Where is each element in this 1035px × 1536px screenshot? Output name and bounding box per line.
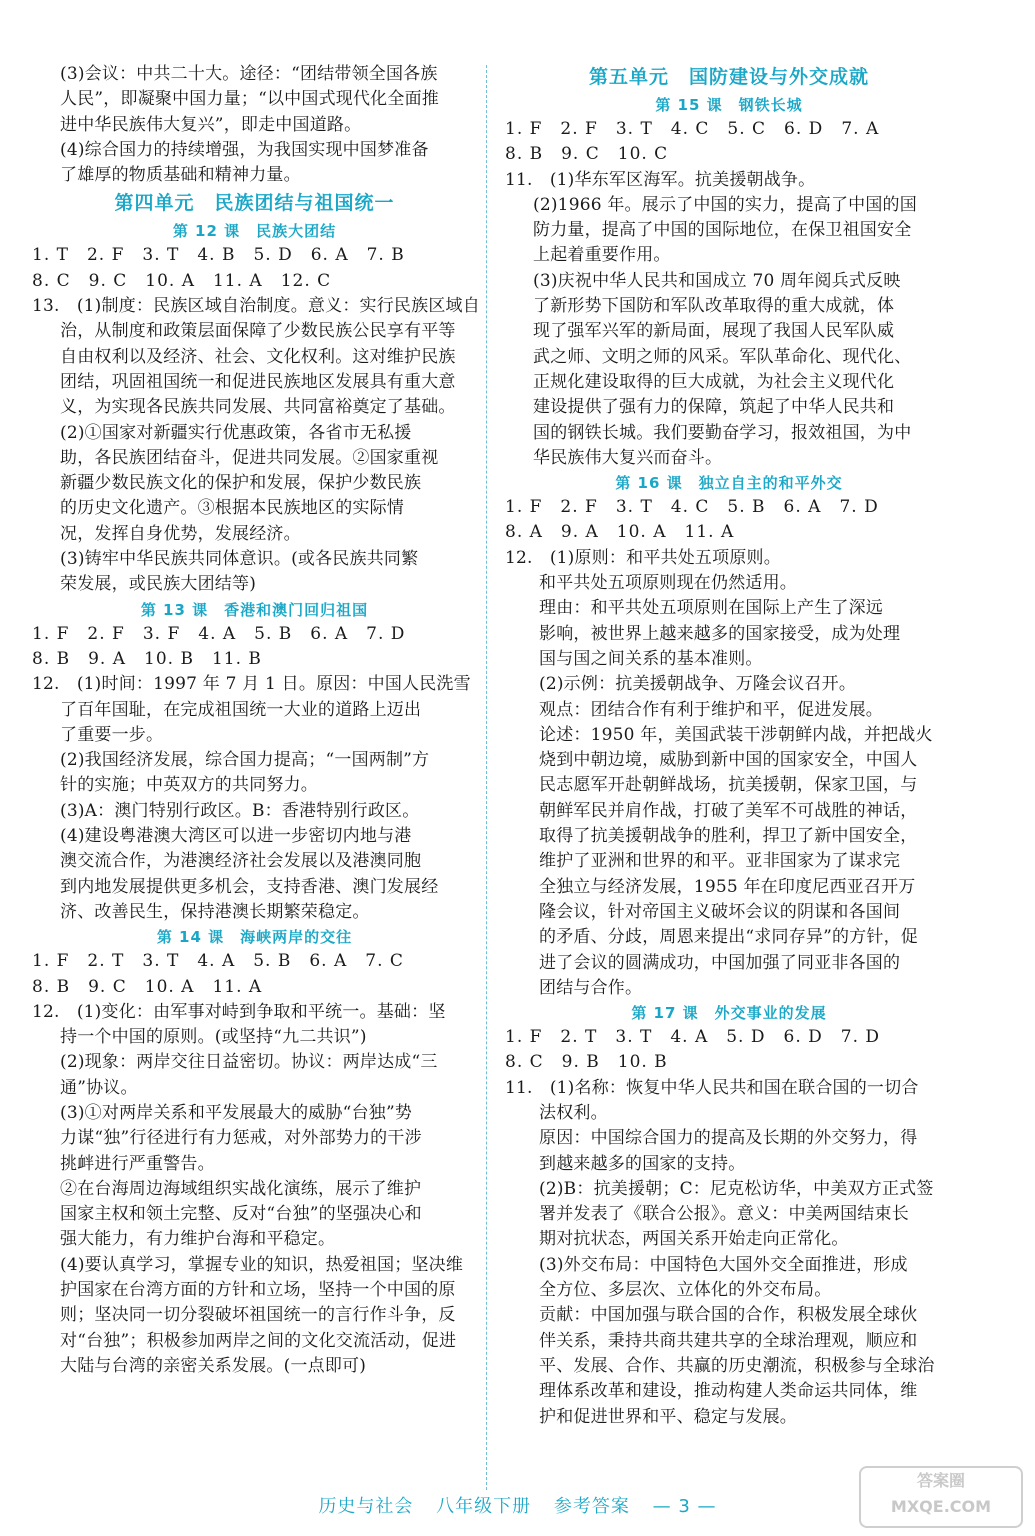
answer-line: 新疆少数民族文化的保护和发展，保护少数民族: [60, 473, 422, 494]
answer-line: 理体系改革和建设，推动构建人类命运共同体，维: [539, 1381, 918, 1402]
answer-line: 武之师、文明之师的风采。军队革命化、现代化、: [533, 346, 912, 367]
answer-line: 了新形势下国防和军队改革取得的重大成就，体: [533, 296, 895, 317]
answer-line: (2)1966 年。展示了中国的实力，提高了中国的国: [533, 194, 917, 215]
answer-line: 治，从制度和政策层面保障了少数民族公民享有平等: [60, 321, 456, 342]
answer-line: 1. F 2. T 3. T 4. A 5. D 6. D 7. D: [505, 1027, 881, 1048]
answer-line: 上起着重要作用。: [533, 245, 671, 266]
answer-line: 护和促进世界和平、稳定与发展。: [539, 1406, 797, 1427]
answer-line: 理由：和平共处五项原则在国际上产生了深远: [539, 598, 883, 619]
answer-line: 维护了亚洲和世界的和平。亚非国家为了谋求完: [539, 851, 901, 872]
answer-line: 取得了抗美援朝战争的胜利，捍卫了新中国安全，: [539, 826, 918, 847]
answer-line: 的历史文化遗产。③根据本民族地区的实际情: [60, 498, 404, 519]
answer-line: (4)建设粤港澳大湾区可以进一步密切内地与港: [60, 826, 412, 847]
answer-line: 期对抗状态，两国关系开始走向正常化。: [539, 1229, 849, 1250]
answer-line: 正规化建设取得的巨大成就，为社会主义现代化: [533, 371, 895, 392]
answer-line: (3)铸牢中华民族共同体意识。(或各民族共同繁: [60, 549, 419, 570]
answer-line: 荣发展，或民族大团结等): [60, 574, 257, 595]
answer-line: 11. (1)华东军区海军。抗美援朝战争。: [505, 169, 816, 190]
answer-line: 1. T 2. F 3. T 4. B 5. D 6. A 7. B: [32, 245, 405, 266]
answer-line: 12. (1)原则：和平共处五项原则。: [505, 547, 781, 568]
answer-line: 13. (1)制度：民族区域自治制度。意义：实行民族区域自: [32, 296, 480, 317]
answer-line: (3)庆祝中华人民共和国成立 70 周年阅兵式反映: [533, 270, 901, 291]
answer-line: 署并发表了《联合公报》。意义：中美两国结束长: [539, 1204, 909, 1225]
footer-subject: 历史与社会: [318, 1496, 414, 1517]
answer-line: 强大能力，有力维护台海和平稳定。: [60, 1229, 336, 1250]
answer-line: 8. C 9. B 10. B: [505, 1052, 668, 1073]
answer-line: (4)要认真学习，掌握专业的知识，热爱祖国；坚决维: [60, 1254, 464, 1275]
answer-line: 伴关系，秉持共商共建共享的全球治理观，顺应和: [539, 1330, 918, 1351]
answer-line: 国家主权和领土完整、反对“台独”的坚强决心和: [60, 1204, 422, 1225]
answer-line: 通”协议。: [60, 1077, 138, 1098]
answer-line: (2)示例：抗美援朝战争、万隆会议召开。: [539, 674, 857, 695]
answer-line: 况，发挥自身优势，发展经济。: [60, 523, 301, 544]
answer-line: 1. F 2. F 3. T 4. C 5. C 6. D 7. A: [505, 119, 880, 139]
answer-line: 华民族伟大复兴而奋斗。: [533, 447, 723, 468]
answer-line: 进了会议的圆满成功，中国加强了同亚非各国的: [539, 952, 901, 973]
right-column: [505, 62, 953, 1430]
answer-line: 团结与合作。: [539, 977, 643, 998]
answer-line: 12. (1)时间：1997 年 7 月 1 日。原因：中国人民洗雪: [32, 674, 471, 695]
answer-line: (3)①对两岸关系和平发展最大的威胁“台独”势: [60, 1102, 413, 1123]
watermark-line2: MXQE.COM: [890, 1497, 992, 1516]
answer-line: 力谋“独”行径进行有力惩戒，对外部势力的干涉: [60, 1128, 422, 1149]
answer-line: 8. B 9. C 10. A 11. A: [32, 976, 263, 997]
answer-line: 人民”，即凝聚中国力量；“以中国式现代化全面推: [60, 89, 439, 110]
answer-line: 济、改善民生，保持港澳长期繁荣稳定。: [60, 901, 370, 922]
unit-heading: 第四单元 民族团结与祖国统一: [114, 192, 395, 215]
answer-line: 助，各民族团结奋斗，促进共同发展。②国家重视: [60, 447, 439, 468]
lesson-heading: 第 14 课 海峡两岸的交往: [156, 928, 353, 947]
answer-line: 1. F 2. F 3. F 4. A 5. B 6. A 7. D: [32, 623, 406, 644]
answer-line: 了重要一步。: [60, 724, 164, 745]
answer-line: 自由权利以及经济、社会、文化权利。这对维护民族: [60, 346, 456, 367]
answer-line: 11. (1)名称：恢复中华人民共和国在联合国的一切合: [505, 1077, 919, 1098]
unit-heading: 第五单元 国防建设与外交成就: [588, 66, 869, 88]
lesson-heading: 第 15 课 钢铁长城: [655, 96, 803, 114]
answer-line: (2)①国家对新疆实行优惠政策，各省市无私援: [60, 422, 412, 443]
answer-line: 护国家在台湾方面的方针和立场，坚持一个中国的原: [60, 1280, 456, 1301]
answer-line: 防力量，提高了中国的国际地位，在保卫祖国安全: [533, 220, 912, 241]
answer-line: 的矛盾、分歧，周恩来提出“求同存异”的方针，促: [539, 927, 918, 948]
answer-line: 和平共处五项原则现在仍然适用。: [539, 573, 797, 594]
answer-line: 8. A 9. A 10. A 11. A: [505, 522, 735, 543]
answer-line: 8. B 9. A 10. B 11. B: [32, 648, 262, 669]
answer-line: (2)B：抗美援朝；C：尼克松访华，中美双方正式签: [539, 1178, 934, 1199]
answer-line: (2)我国经济发展，综合国力提高；“一国两制”方: [60, 750, 430, 771]
answer-line: 法权利。: [539, 1102, 608, 1123]
answer-line: 到内地发展提供更多机会，支持香港、澳门发展经: [60, 876, 439, 897]
answer-line: 原因：中国综合国力的提高及长期的外交努力，得: [539, 1128, 918, 1149]
answer-line: 针的实施；中英双方的共同努力。: [60, 775, 318, 796]
answer-line: 国的钢铁长城。我们要勤奋学习，报效祖国，为中: [533, 422, 912, 443]
answer-line: 挑衅进行严重警告。: [60, 1153, 215, 1174]
answer-line: 对“台独”；积极参加两岸之间的文化交流活动，促进: [60, 1330, 457, 1351]
answer-line: 全方位、多层次、立体化的外交布局。: [539, 1280, 832, 1301]
answer-line: 8. C 9. C 10. A 11. A 12. C: [32, 270, 332, 291]
lesson-heading: 第 12 课 民族大团结: [172, 222, 337, 241]
lesson-heading: 第 17 课 外交事业的发展: [631, 1004, 827, 1023]
answer-line: 烧到中朝边境，威胁到新中国的国家安全，中国人: [539, 750, 918, 771]
answer-line: 了雄厚的物质基础和精神力量。: [60, 165, 301, 186]
answer-line: 团结，巩固祖国统一和促进民族地区发展具有重大意: [60, 371, 456, 392]
answer-line: 则；坚决同一切分裂破坏祖国统一的言行作斗争，反: [60, 1305, 456, 1326]
watermark-line1: 答案圈: [916, 1471, 965, 1490]
answer-line: 观点：团结合作有利于维护和平，促进发展。: [539, 699, 883, 720]
answer-line: 12. (1)变化：由军事对峙到争取和平统一。基础：坚: [32, 1001, 446, 1022]
column-divider: [486, 65, 487, 1490]
footer-section: 参考答案: [553, 1496, 630, 1517]
answer-line: 影响，被世界上越来越多的国家接受，成为处理: [539, 623, 901, 644]
answer-line: 民志愿军开赴朝鲜战场，抗美援朝，保家卫国，与: [539, 775, 918, 796]
answer-line: 澳交流合作，为港澳经济社会发展以及港澳同胞: [60, 851, 422, 872]
answer-line: 朝鲜军民并肩作战，打破了美军不可战胜的神话，: [539, 800, 918, 821]
footer-grade: 八年级下册: [436, 1496, 532, 1517]
page-number: — 3 —: [652, 1496, 717, 1517]
lesson-heading: 第 13 课 香港和澳门回归祖国: [140, 600, 369, 619]
lesson-heading: 第 16 课 独立自主的和平外交: [615, 474, 843, 493]
answer-line: 论述：1950 年，美国武装干涉朝鲜内战，并把战火: [539, 724, 933, 745]
answer-line: 1. F 2. F 3. T 4. C 5. B 6. A 7. D: [505, 497, 879, 518]
answer-line: 义，为实现各民族共同发展、共同富裕奠定了基础。: [60, 397, 456, 418]
answer-line: 平、发展、合作、共赢的历史潮流，积极参与全球治: [539, 1355, 935, 1376]
answer-line: 全独立与经济发展，1955 年在印度尼西亚召开万: [539, 876, 916, 897]
answer-line: 8. B 9. C 10. C: [505, 144, 669, 165]
answer-line: 进中华民族伟大复兴”，即走中国道路。: [60, 114, 362, 135]
answer-line: 贡献：中国加强与联合国的合作，积极发展全球伙: [539, 1305, 918, 1326]
answer-line: (3)会议：中共二十大。途径：“团结带领全国各族: [60, 64, 438, 84]
answer-line: (2)现象：两岸交往日益密切。协议：两岸达成“三: [60, 1052, 438, 1073]
answer-line: 国与国之间关系的基本准则。: [539, 648, 763, 669]
answer-line: 1. F 2. T 3. T 4. A 5. B 6. A 7. C: [32, 951, 404, 972]
answer-line: 了百年国耻，在完成祖国统一大业的道路上迈出: [60, 699, 422, 720]
answer-line: 到越来越多的国家的支持。: [539, 1153, 746, 1174]
answer-line: ②在台海周边海域组织实战化演练，展示了维护: [60, 1178, 422, 1199]
answer-line: (3)A：澳门特别行政区。B：香港特别行政区。: [60, 800, 420, 821]
answer-line: 建设提供了强有力的保障，筑起了中华人民共和: [533, 397, 895, 418]
left-column: [32, 62, 480, 1379]
answer-line: 大陆与台湾的亲密关系发展。(一点即可): [60, 1355, 367, 1376]
answer-line: 现了强军兴军的新局面，展现了我国人民军队威: [533, 321, 895, 342]
answer-line: 隆会议，针对帝国主义破坏会议的阴谋和各国间: [539, 901, 901, 922]
answer-line: (4)综合国力的持续增强，为我国实现中国梦准备: [60, 139, 429, 160]
watermark-logo: [859, 1466, 1023, 1528]
answer-line: (3)外交布局：中国特色大国外交全面推进，形成: [539, 1254, 908, 1275]
answer-line: 持一个中国的原则。(或坚持“九二共识”): [60, 1027, 367, 1048]
